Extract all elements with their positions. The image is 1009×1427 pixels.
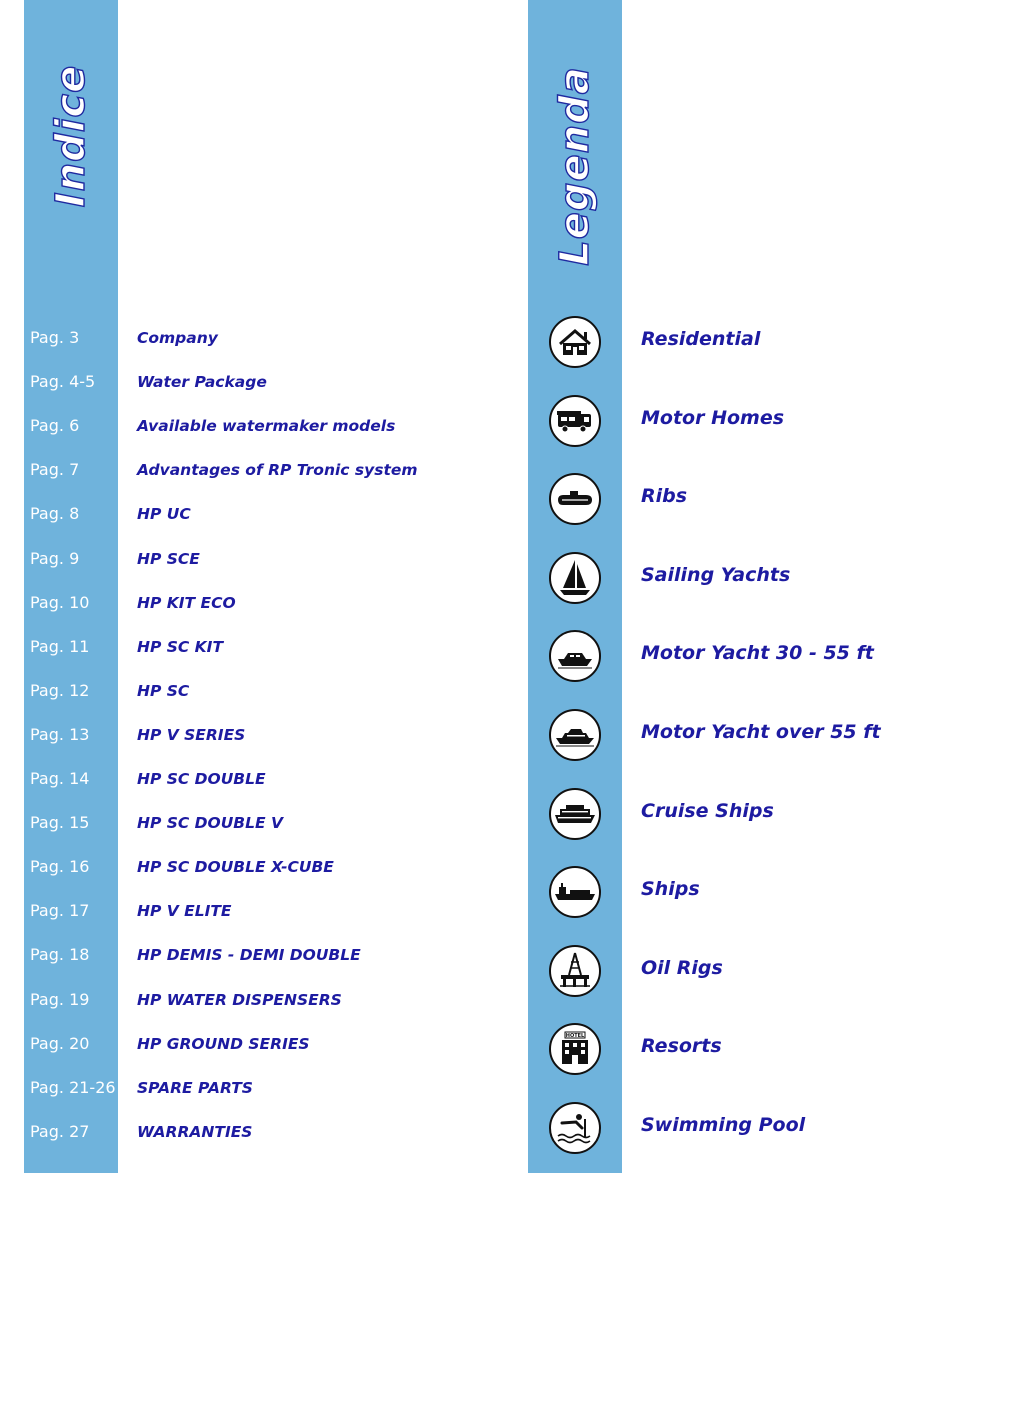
- index-title: Indice: [48, 64, 94, 208]
- index-page-number: Pag. 4-5: [30, 372, 96, 391]
- index-page-number: Pag. 8: [30, 504, 80, 523]
- index-page-number: Pag. 6: [30, 416, 80, 435]
- legend-title: Legenda: [552, 66, 598, 266]
- legend-label: Ships: [641, 878, 700, 900]
- index-page-number: Pag. 9: [30, 549, 80, 568]
- index-page-number: Pag. 7: [30, 460, 80, 479]
- cruise-ship-icon: [548, 787, 602, 841]
- oil-rig-icon: [548, 944, 602, 998]
- legend-label: Oil Rigs: [641, 957, 723, 979]
- legend-label: Motor Yacht over 55 ft: [641, 721, 881, 743]
- rib-boat-icon: [548, 472, 602, 526]
- sailboat-icon: [548, 551, 602, 605]
- svg-text:HOTEL: HOTEL: [565, 1033, 585, 1039]
- index-page-number: Pag. 10: [30, 593, 90, 612]
- index-page-number: Pag. 19: [30, 990, 90, 1009]
- index-page-number: Pag. 16: [30, 857, 90, 876]
- index-entry-title: HP KIT ECO: [137, 594, 236, 612]
- index-page-number: Pag. 13: [30, 725, 90, 744]
- motor-yacht-large-icon: [548, 708, 602, 762]
- legend-label: Resorts: [641, 1035, 722, 1057]
- index-page-number: Pag. 18: [30, 945, 90, 964]
- index-entry-title: HP GROUND SERIES: [137, 1035, 310, 1053]
- legend-label: Motor Yacht 30 - 55 ft: [641, 642, 874, 664]
- legend-label: Ribs: [641, 485, 688, 507]
- index-page-number: Pag. 27: [30, 1122, 90, 1141]
- index-entry-title: Company: [137, 329, 218, 347]
- index-entry-title: HP SC KIT: [137, 638, 224, 656]
- index-entry-title: Water Package: [137, 373, 267, 391]
- index-page-number: Pag. 11: [30, 637, 90, 656]
- index-entry-title: HP SC: [137, 682, 190, 700]
- legend-label: Swimming Pool: [641, 1114, 806, 1136]
- motor-yacht-small-icon: [548, 629, 602, 683]
- index-entry-title: HP DEMIS - DEMI DOUBLE: [137, 946, 361, 964]
- index-entry-title: HP WATER DISPENSERS: [137, 991, 342, 1009]
- index-page-number: Pag. 15: [30, 813, 90, 832]
- index-entry-title: HP SC DOUBLE: [137, 770, 266, 788]
- legend-label: Sailing Yachts: [641, 564, 791, 586]
- index-entry-title: HP SCE: [137, 550, 200, 568]
- index-page-number: Pag. 21-26: [30, 1078, 116, 1097]
- index-page-number: Pag. 12: [30, 681, 90, 700]
- index-entry-title: WARRANTIES: [137, 1123, 253, 1141]
- index-entry-title: HP UC: [137, 505, 191, 523]
- hotel-icon: [548, 1022, 602, 1076]
- motorhome-icon: [548, 394, 602, 448]
- index-entry-title: HP V SERIES: [137, 726, 246, 744]
- index-entry-title: HP V ELITE: [137, 902, 232, 920]
- index-page-number: Pag. 20: [30, 1034, 90, 1053]
- index-page-number: Pag. 17: [30, 901, 90, 920]
- index-entry-title: HP SC DOUBLE X-CUBE: [137, 858, 334, 876]
- legend-label: Residential: [641, 328, 761, 350]
- index-page-number: Pag. 14: [30, 769, 90, 788]
- swimmer-icon: [548, 1101, 602, 1155]
- index-page-number: Pag. 3: [30, 328, 80, 347]
- legend-label: Motor Homes: [641, 407, 785, 429]
- index-entry-title: SPARE PARTS: [137, 1079, 253, 1097]
- house-icon: [548, 315, 602, 369]
- index-entry-title: HP SC DOUBLE V: [137, 814, 283, 832]
- index-entry-title: Advantages of RP Tronic system: [137, 461, 418, 479]
- index-entry-title: Available watermaker models: [137, 417, 396, 435]
- cargo-ship-icon: [548, 865, 602, 919]
- legend-label: Cruise Ships: [641, 800, 774, 822]
